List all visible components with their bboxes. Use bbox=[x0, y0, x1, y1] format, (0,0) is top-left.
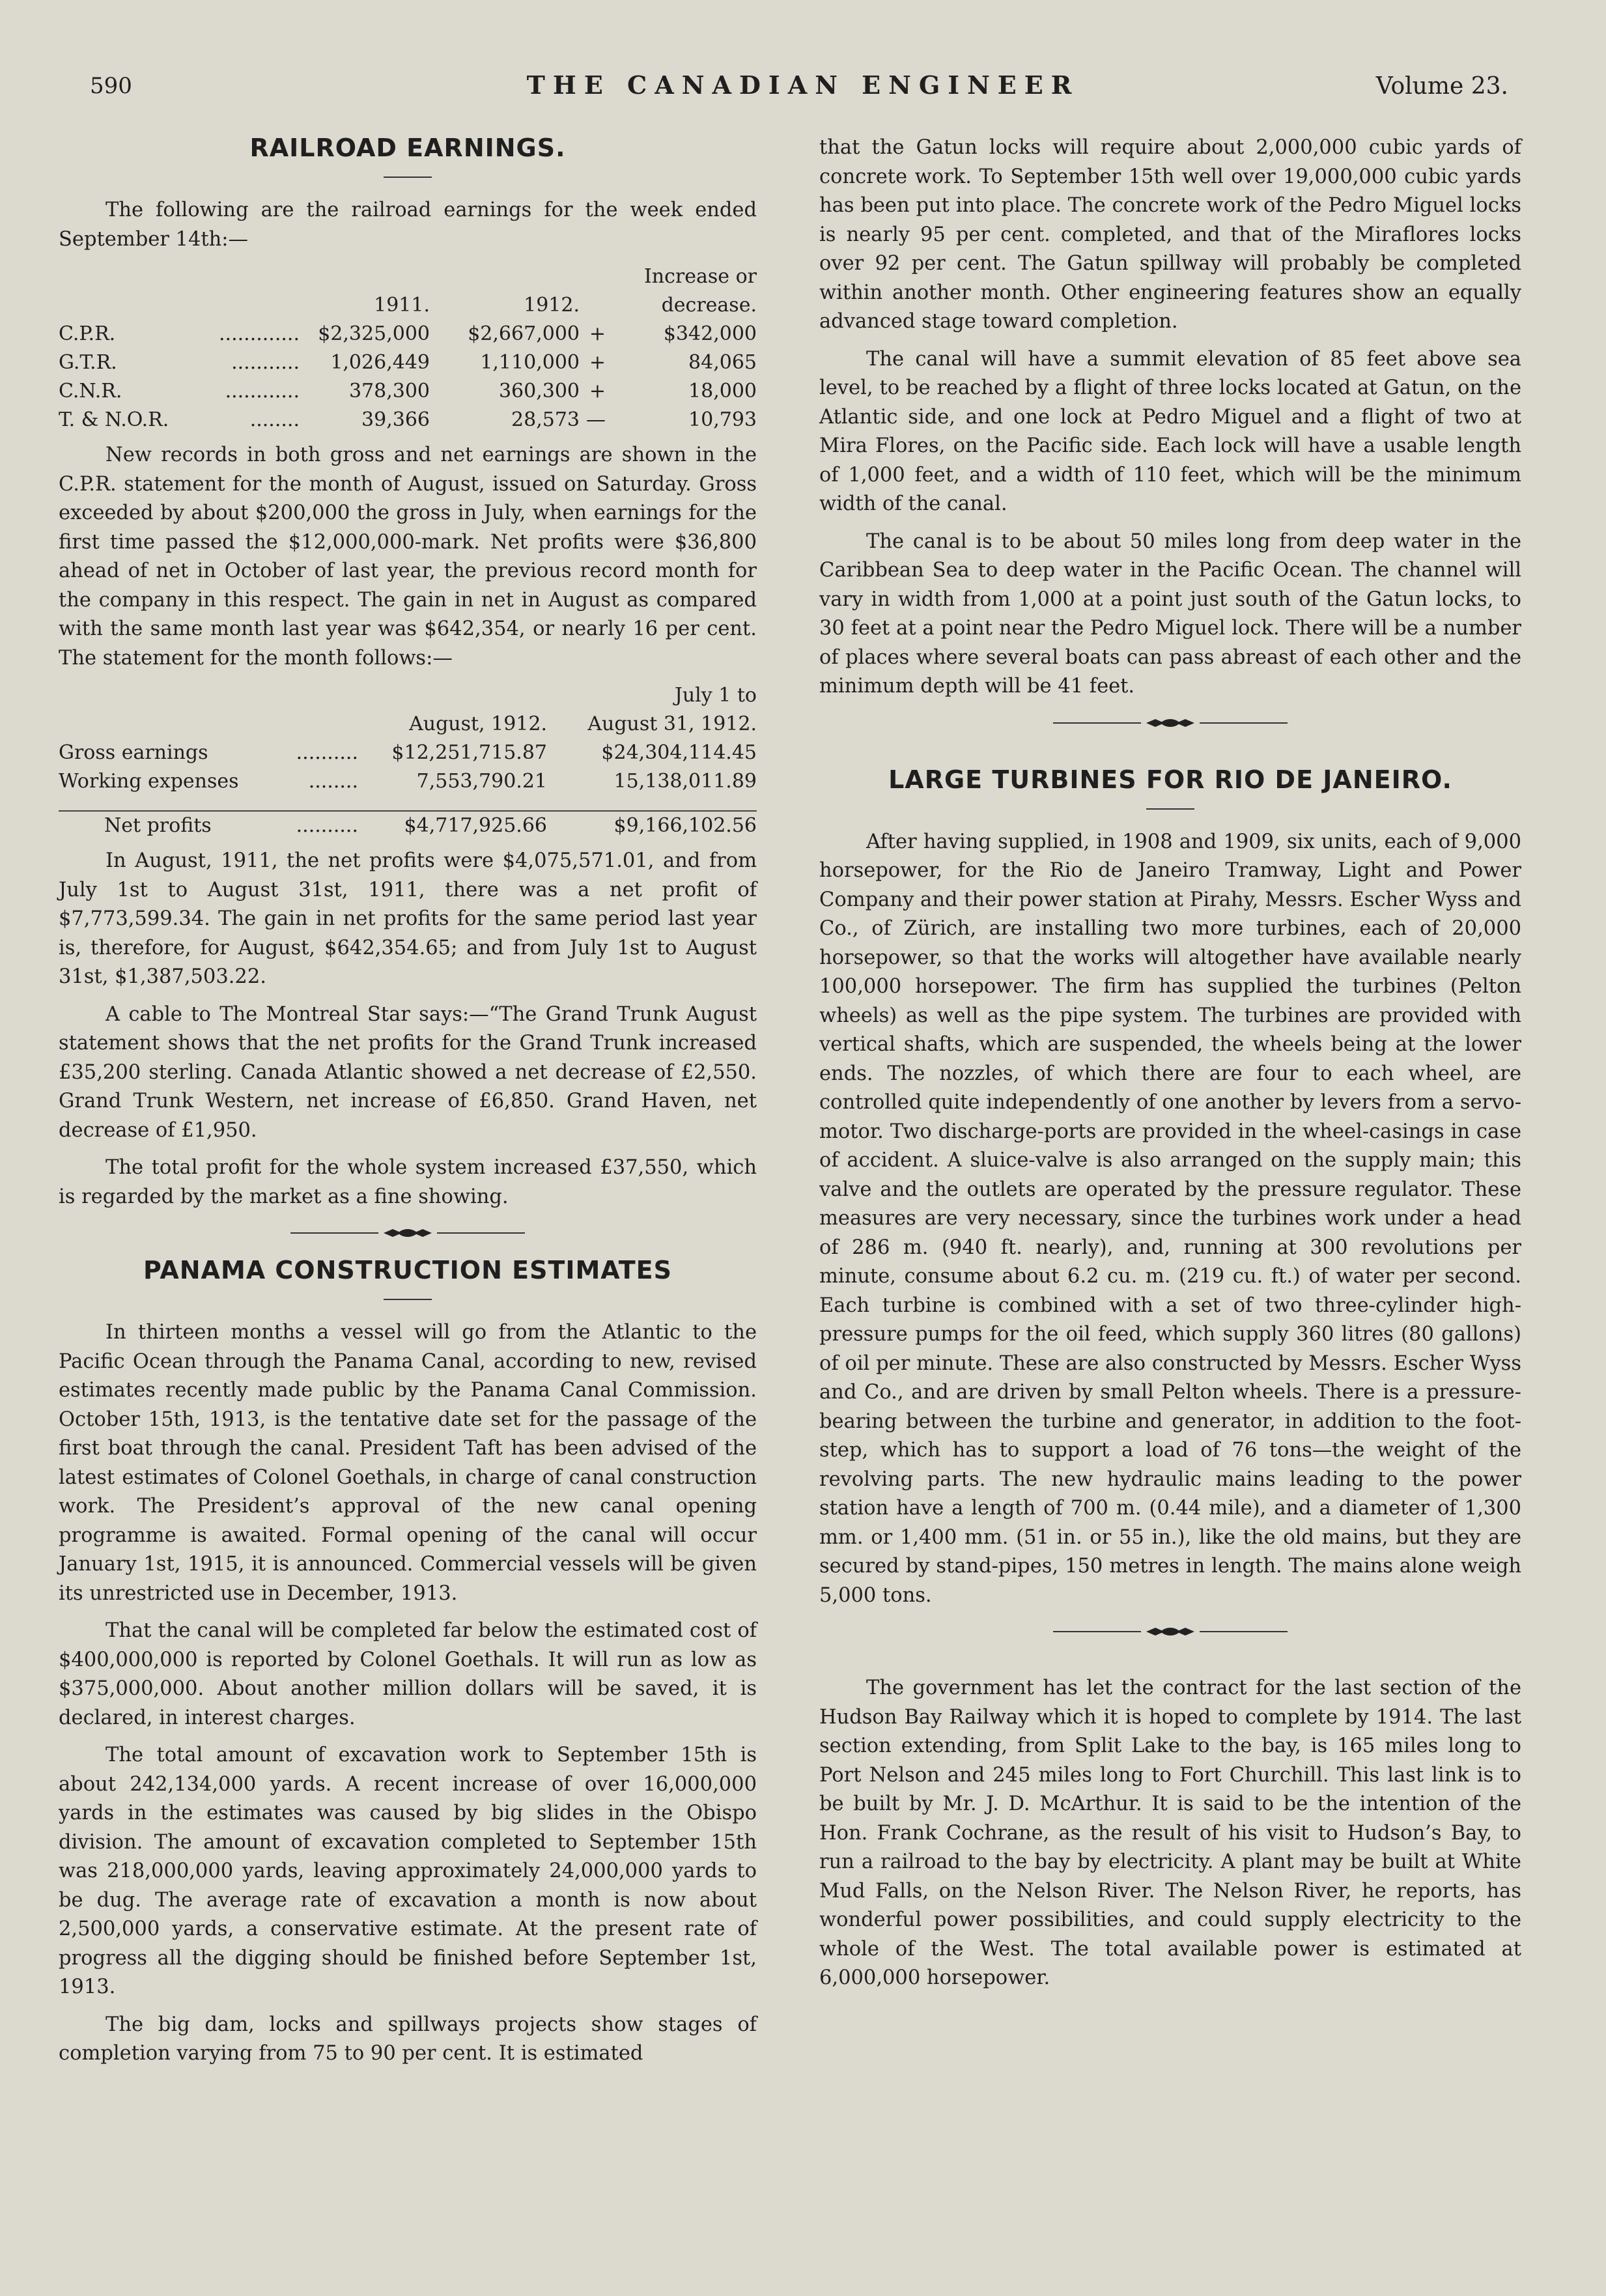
railroad-para-2: New records in both gross and net earnings are shown in the C.P.R. statement for the month of August, issued on Saturday. Gross exceeded by about $200,000 the gross in July, when earnings for the first time passed the $12,000,000-mark. Net profits were $36,800 ahead of net in October of last year, the previous record month for the company in this respect. The gain in net in August as compared with the same month last year was $642,354, or nearly 16 per cent. The statement for the month follows:— bbox=[59, 444, 757, 670]
row-b: $24,304,114.45 bbox=[601, 741, 757, 764]
row-1911: 1,026,449 bbox=[330, 351, 430, 374]
row-1911: 378,300 bbox=[348, 380, 430, 403]
railroad-intro: The following are the railroad earnings for the week ended September 14th:— bbox=[59, 199, 757, 251]
railroad-para-4: A cable to The Montreal Star says:—“The Grand Trunk August statement shows that the net profits for the Grand Trunk increased £35,200 sterling. Canada Atlantic showed a net decrease of £2,550. Grand Trunk Western, net increase of £6,850. Grand Haven, net decrease of £1,950. bbox=[59, 1002, 757, 1142]
row-name: Net profits bbox=[59, 811, 254, 840]
row-a: $4,717,925.66 bbox=[358, 811, 547, 840]
row-name: T. & N.O.R. bbox=[59, 408, 169, 431]
panama-para-4: The big dam, locks and spillways projects show stages of completion varying from 75 to 90 per cent. It is estimated bbox=[59, 2013, 757, 2065]
row-name: G.T.R. bbox=[59, 351, 117, 374]
heading-rule bbox=[1146, 808, 1194, 810]
panama-heading: PANAMA CONSTRUCTION ESTIMATES bbox=[143, 1256, 673, 1284]
panama-para-2: That the canal will be completed far below the estimated cost of $400,000,000 is reported by Colonel Goethals. It will run as low as $375,000,000. About another million dollars will be saved, it is declared, in interest charges. bbox=[59, 1619, 757, 1729]
col-b2: August 31, 1912. bbox=[587, 713, 757, 735]
ornament-icon bbox=[378, 1226, 437, 1240]
ornament-icon bbox=[1141, 1625, 1200, 1638]
row-b: $9,166,102.56 bbox=[547, 811, 757, 840]
turbines-heading: LARGE TURBINES FOR RIO DE JANEIRO. bbox=[888, 765, 1452, 794]
row-dots: ............ bbox=[225, 380, 300, 403]
row-change: 10,793 bbox=[688, 408, 757, 431]
row-1912: 360,300 bbox=[498, 380, 580, 403]
row-b: 15,138,011.89 bbox=[613, 770, 757, 793]
section-separator bbox=[1053, 713, 1288, 733]
section-separator bbox=[1053, 1622, 1288, 1641]
table-row bbox=[59, 739, 757, 767]
row-1911: 39,366 bbox=[361, 408, 430, 431]
railroad-heading: RAILROAD EARNINGS. bbox=[249, 134, 566, 162]
net-profits-row bbox=[59, 811, 757, 840]
row-name: C.N.R. bbox=[59, 380, 122, 403]
table-row bbox=[59, 348, 757, 377]
table-row bbox=[59, 320, 757, 348]
row-1912: 28,573 bbox=[511, 408, 580, 431]
row-change: $342,000 bbox=[663, 322, 757, 345]
panama-summit: The canal will have a summit elevation of 85 feet above sea level, to be reached by a flight of three locks located at Gatun, on the Atlantic side, and one lock at Pedro Miguel and a flight of two at Mira Flores, on the Pacific side. Each lock will have a usable length of 1,000 feet, and a width of 110 feet, which will be the minimum width of the canal. bbox=[819, 347, 1521, 515]
panama-length: The canal is to be about 50 miles long from deep water in the Caribbean Sea to deep water in the Pacific Ocean. The channel will vary in width from 1,000 at a point just south of the Gatun locks, to 30 feet at a point near the Pedro Miguel lock. There will be a number of places where several boats can pass abreast of each other and the minimum depth will be 41 feet. bbox=[819, 530, 1521, 698]
section-separator bbox=[290, 1223, 525, 1243]
hudson-bay-para: The government has let the contract for the last section of the Hudson Bay Railway which it is hoped to complete by 1914. The last section extending, from Split Lake to the bay, is 165 miles long to Port Nelson and 245 miles long to Fort Churchill. This last link is to be built by Mr. J. D. McArthur. It is said to be the intention of the Hon. Frank Cochrane, as the result of his visit to Hudson’s Bay, to run a railroad to the bay by electricity. A plant may be built at White Mud Falls, on the Nelson River. The Nelson River, he reports, has wonderful power possibilities, and could supply electricity to the whole of the West. The total available power is estimated at 6,000,000 horsepower. bbox=[819, 1677, 1521, 1989]
volume-label: Volume 23. bbox=[1375, 73, 1508, 100]
col-b1: July 1 to bbox=[674, 684, 757, 707]
right-column bbox=[819, 134, 1521, 2002]
row-dots: .......... bbox=[254, 811, 358, 840]
row-sign: + bbox=[589, 380, 606, 403]
row-dots: ........ bbox=[249, 408, 300, 431]
col-1912: 1912. bbox=[524, 294, 580, 317]
row-dots: .......... bbox=[296, 741, 358, 764]
page-number: 590 bbox=[90, 73, 132, 99]
panama-para-3: The total amount of excavation work to September 15th is about 242,134,000 yards. A recent increase of over 16,000,000 yards in the estimates was caused by big slides in the Obispo division. The amount of excavation completed to September 15th was 218,000,000 yards, leaving approximately 24,000,000 yards to be dug. The average rate of excavation a month is now about 2,500,000 yards, a conservative estimate. At the present rate of progress all the digging should be finished before September 1st, 1913. bbox=[59, 1744, 757, 1998]
turbines-para: After having supplied, in 1908 and 1909, six units, each of 9,000 horsepower, for the Rio de Janeiro Tramway, Light and Power Company and their power station at Pirahy, Messrs. Escher Wyss and Co., of Zürich, are installing two more turbines, each of 20,000 horsepower, so that the works will altogether have available nearly 100,000 horsepower. The firm has supplied the turbines (Pelton wheels) as well as the pipe system. The turbines are provided with vertical shafts, which are suspended, the wheels being at the lower ends. The nozzles, of which there are four to each wheel, are controlled quite independently of one another by levers from a servo-motor. Two discharge-ports are provided in the wheel-casings in case of accident. A sluice-valve is also arranged on the supply main; this valve and the outlets are operated by the pressure regulator. These measures are very necessary, since the turbines work under a head of 286 m. (940 ft. nearly), and, running at 300 revolutions per minute, consume about 6.2 cu. m. (219 cu. ft.) of water per second. Each turbine is combined with a set of two three-cylinder high-pressure pumps for the oil feed, which supply 360 litres (80 gallons) of oil per minute. These are also constructed by Messrs. Escher Wyss and Co., and are driven by small Pelton wheels. There is a pressure-bearing between the turbine and generator, in addition to the foot-step, which has to support a load of 76 tons—the weight of the revolving parts. The new hydraulic mains leading to the power station have a length of 700 m. (0.44 mile), and a diameter of 1,300 mm. or 1,400 mm. (51 in. or 55 in.), like the old mains, but they are secured by stand-pipes, 150 metres in length. The mains alone weigh 5,000 tons. bbox=[819, 830, 1521, 1607]
row-name: Gross earnings bbox=[59, 741, 208, 764]
row-1911: $2,325,000 bbox=[318, 322, 430, 345]
left-column bbox=[59, 134, 757, 2077]
col-a: August, 1912. bbox=[409, 713, 547, 735]
row-name: Working expenses bbox=[59, 770, 239, 793]
col-change-a: Increase or bbox=[643, 265, 757, 288]
panama-continued: that the Gatun locks will require about 2,000,000 cubic yards of concrete work. To September 15th well over 19,000,000 cubic yards has been put into place. The concrete work of the Pedro Miguel locks is nearly 95 per cent. completed, and that of the Miraflores locks over 92 per cent. The Gatun spillway will probably be completed within another month. Other engineering features show an equally advanced stage toward completion. bbox=[819, 136, 1521, 333]
railroad-para-5: The total profit for the whole system increased £37,550, which is regarded by the market as a fine showing. bbox=[59, 1156, 757, 1208]
row-change: 84,065 bbox=[688, 351, 757, 374]
row-1912: 1,110,000 bbox=[480, 351, 580, 374]
statement-table bbox=[59, 681, 757, 840]
row-a: $12,251,715.87 bbox=[391, 741, 547, 764]
row-sign: — bbox=[586, 408, 606, 431]
ornament-icon bbox=[1141, 716, 1200, 730]
row-dots: ............. bbox=[219, 322, 300, 345]
col-change-b: decrease. bbox=[661, 294, 757, 317]
heading-rule bbox=[384, 1299, 432, 1300]
row-sign: + bbox=[589, 322, 606, 345]
row-dots: ........ bbox=[308, 770, 358, 793]
heading-rule bbox=[384, 177, 432, 178]
table-row bbox=[59, 377, 757, 406]
row-name: C.P.R. bbox=[59, 322, 116, 345]
table-row bbox=[59, 406, 757, 434]
row-dots: ........... bbox=[231, 351, 300, 374]
row-a: 7,553,790.21 bbox=[416, 770, 547, 793]
panama-para-1: In thirteen months a vessel will go from the Atlantic to the Pacific Ocean through the Panama Canal, according to new, revised estimates recently made public by the Panama Canal Commission. October 15th, 1913, is the tentative date set for the passage of the first boat through the canal. President Taft has been advised of the latest estimates of Colonel Goethals, in charge of canal construction work. The President’s approval of the new canal opening programme is awaited. Formal opening of the canal will occur January 1st, 1915, it is announced. Commercial vessels will be given its unrestricted use in December, 1913. bbox=[59, 1321, 757, 1605]
row-1912: $2,667,000 bbox=[468, 322, 580, 345]
col-1911: 1911. bbox=[374, 294, 430, 317]
row-sign: + bbox=[589, 351, 606, 374]
railroad-para-3: In August, 1911, the net profits were $4,075,571.01, and from July 1st to August 31st, 1911, there was a net profit of $7,773,599.34. The gain in net profits for the same period last year is, therefore, for August, $642,354.65; and from July 1st to August 31st, $1,387,503.22. bbox=[59, 849, 757, 988]
journal-title: THE CANADIAN ENGINEER bbox=[526, 70, 1080, 100]
table-row bbox=[59, 767, 757, 796]
row-change: 18,000 bbox=[688, 380, 757, 403]
earnings-table bbox=[59, 262, 757, 434]
